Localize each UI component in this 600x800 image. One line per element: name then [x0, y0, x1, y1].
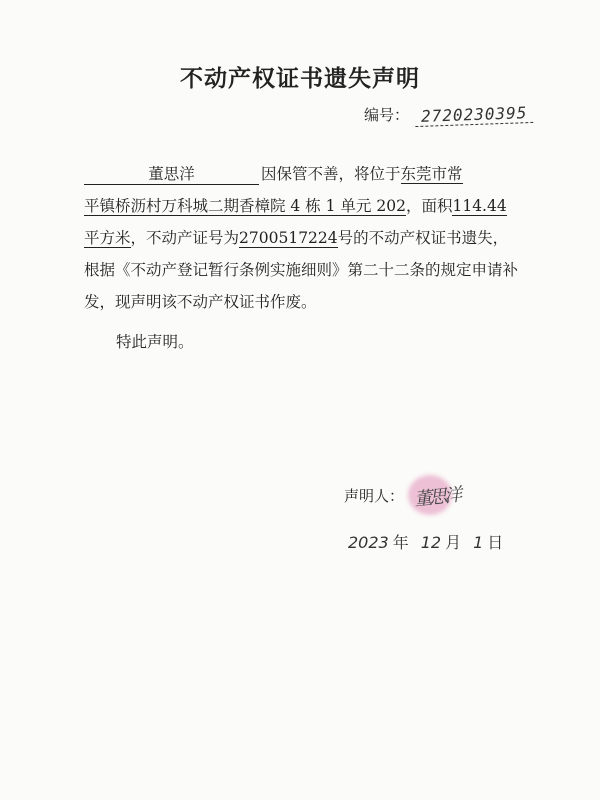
body-text-3: ，不动产证号为	[130, 229, 240, 247]
document-title: 不动产权证书遗失声明	[180, 65, 420, 92]
date-month: 12	[420, 533, 442, 552]
address-part2: 平镇桥沥村万科城二期香樟院 4 栋 1 单元 202	[84, 197, 406, 215]
signer-row	[344, 475, 478, 515]
number-value: 2720230395	[415, 103, 534, 127]
body-text-1: 因保管不善，将位于	[261, 165, 401, 183]
signer-label: 声明人：	[344, 486, 405, 505]
date-month-unit: 月	[445, 533, 462, 552]
area-value: 114.44	[452, 197, 507, 215]
declarant-name: 董思洋	[84, 164, 259, 185]
closing-text: 特此声明。	[116, 333, 194, 351]
body-text-2: ，面积	[405, 197, 453, 215]
date-year-unit: 年	[392, 533, 409, 552]
area-unit: 平方米	[84, 229, 131, 247]
date-row	[348, 530, 511, 553]
body-line-4: 根据《不动产登记暂行条例实施细则》第二十二条的规定申请补	[84, 261, 519, 279]
date-year: 2023	[348, 533, 389, 552]
signature-area	[408, 475, 478, 515]
body-line-1	[84, 158, 524, 190]
address-part1: 东莞市常	[400, 165, 463, 183]
body-line-5: 发，现声明该不动产权证书作废。	[84, 293, 317, 311]
body-text-4: 号的不动产权证书遗失，	[337, 229, 509, 247]
date-day-unit: 日	[487, 533, 504, 552]
certificate-number: 2700517224	[239, 229, 338, 247]
number-label: 编号：	[364, 106, 410, 124]
date-day: 1	[473, 533, 484, 552]
number-row	[364, 104, 533, 125]
body-line-2	[84, 190, 524, 222]
body-line-3	[84, 222, 524, 254]
handwritten-signature: 董思洋	[413, 484, 461, 511]
declaration-body	[84, 158, 524, 358]
